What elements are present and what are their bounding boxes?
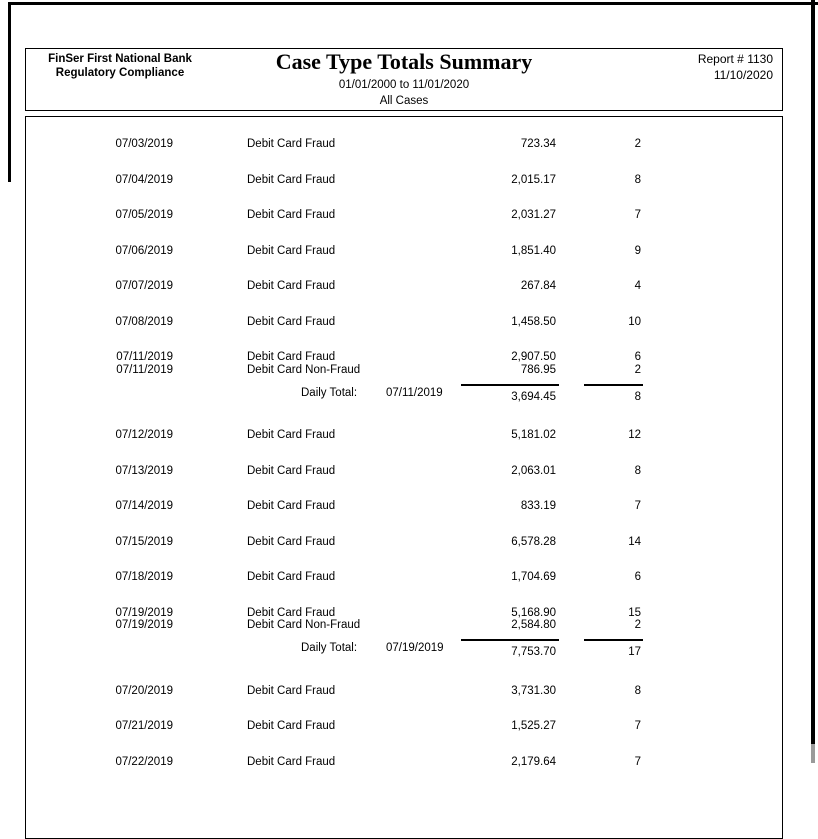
table-row	[26, 316, 782, 328]
row-amount: 1,458.50	[511, 315, 556, 328]
table-row	[26, 685, 782, 697]
row-case-type: Debit Card Fraud	[247, 535, 336, 548]
report-body	[25, 116, 783, 839]
row-amount: 1,525.27	[511, 720, 556, 732]
row-amount: 267.84	[520, 280, 556, 292]
report-run-date: 11/10/2020	[713, 67, 773, 82]
row-amount: 5,168.90	[511, 606, 556, 619]
row-amount: 2,584.80	[511, 619, 556, 631]
table-row	[26, 720, 782, 732]
daily-total-label: Daily Total:	[301, 642, 358, 654]
daily-total-amount: 7,753.70	[511, 646, 556, 658]
row-case-type: Debit Card Fraud	[247, 500, 336, 512]
row-date: 07/12/2019	[115, 429, 173, 441]
row-amount: 786.95	[520, 363, 556, 376]
row-amount: 1,704.69	[511, 571, 556, 583]
row-date: 07/11/2019	[116, 363, 173, 376]
row-count: 10	[628, 315, 641, 328]
daily-total-count: 17	[628, 646, 641, 658]
row-date: 07/06/2019	[115, 244, 173, 257]
row-amount: 2,907.50	[511, 351, 556, 363]
daily-total-row	[26, 384, 782, 404]
row-date: 07/15/2019	[115, 535, 173, 548]
table-row	[26, 280, 782, 292]
daily-total-amount: 3,694.45	[511, 390, 556, 403]
row-date: 07/11/2019	[116, 351, 173, 363]
table-row	[26, 364, 782, 376]
row-case-type: Debit Card Fraud	[247, 244, 336, 257]
table-row	[26, 607, 782, 619]
row-count: 2	[634, 363, 641, 376]
window-edge-right-grey	[811, 744, 815, 763]
row-count: 2	[634, 138, 641, 150]
row-case-type: Debit Card Fraud	[247, 138, 336, 150]
row-case-type: Debit Card Fraud	[247, 351, 336, 363]
report-number: Report # 1130	[697, 52, 773, 66]
row-date: 07/19/2019	[115, 606, 173, 619]
row-count: 8	[634, 173, 641, 186]
row-case-type: Debit Card Fraud	[247, 684, 336, 697]
row-count: 8	[634, 684, 641, 697]
row-case-type: Debit Card Fraud	[247, 755, 336, 768]
row-case-type: Debit Card Fraud	[247, 571, 336, 583]
row-amount: 723.34	[520, 138, 556, 150]
row-case-type: Debit Card Fraud	[247, 464, 336, 477]
row-case-type: Debit Card Fraud	[247, 280, 336, 292]
daily-total-count: 8	[634, 390, 641, 403]
row-count: 7	[634, 209, 641, 221]
total-rule-count	[584, 384, 643, 386]
report-meta-block	[698, 52, 773, 83]
daily-total-row	[26, 639, 782, 659]
table-row	[26, 351, 782, 363]
organization-name: FinSer First National Bank	[48, 53, 192, 65]
organization-department: Regulatory Compliance	[55, 67, 185, 79]
row-amount: 3,731.30	[511, 684, 556, 697]
row-amount: 5,181.02	[511, 429, 556, 441]
row-date: 07/20/2019	[115, 684, 173, 697]
row-date: 07/22/2019	[115, 755, 173, 768]
row-count: 4	[634, 280, 641, 292]
table-row	[26, 138, 782, 150]
row-date: 07/21/2019	[115, 720, 173, 732]
row-case-type: Debit Card Fraud	[247, 315, 336, 328]
row-case-type: Debit Card Fraud	[247, 209, 336, 221]
row-count: 6	[634, 571, 641, 583]
table-row	[26, 756, 782, 768]
row-date: 07/04/2019	[115, 173, 173, 186]
row-date: 07/05/2019	[115, 209, 173, 221]
row-case-type: Debit Card Non-Fraud	[247, 619, 361, 631]
row-case-type: Debit Card Fraud	[247, 606, 336, 619]
row-date: 07/08/2019	[115, 315, 173, 328]
row-count: 12	[628, 429, 641, 441]
table-row	[26, 209, 782, 221]
row-date: 07/13/2019	[115, 464, 173, 477]
row-case-type: Debit Card Fraud	[247, 429, 336, 441]
row-count: 2	[634, 619, 641, 631]
report-scope: All Cases	[379, 95, 429, 107]
row-count: 7	[634, 755, 641, 768]
row-case-type: Debit Card Fraud	[247, 173, 336, 186]
row-amount: 2,015.17	[511, 173, 556, 186]
table-row	[26, 619, 782, 631]
daily-total-label: Daily Total:	[301, 386, 358, 399]
row-date: 07/03/2019	[115, 138, 173, 150]
window-edge-right	[811, 0, 815, 744]
row-date: 07/14/2019	[115, 500, 173, 512]
window-edge-left	[8, 2, 11, 182]
total-rule-amount	[461, 639, 559, 641]
table-row	[26, 500, 782, 512]
row-count: 15	[628, 606, 641, 619]
table-row	[26, 571, 782, 583]
row-count: 9	[634, 244, 641, 257]
table-row	[26, 174, 782, 186]
row-amount: 833.19	[520, 500, 556, 512]
report-header	[25, 48, 783, 111]
row-count: 7	[634, 720, 641, 732]
table-row	[26, 465, 782, 477]
table-row	[26, 429, 782, 441]
row-case-type: Debit Card Fraud	[247, 720, 336, 732]
row-amount: 2,031.27	[511, 209, 556, 221]
daily-total-date: 07/11/2019	[386, 386, 443, 399]
report-date-range: 01/01/2000 to 11/01/2020	[338, 79, 470, 91]
row-amount: 1,851.40	[511, 244, 556, 257]
daily-total-date: 07/19/2019	[386, 642, 444, 654]
row-case-type: Debit Card Non-Fraud	[247, 363, 361, 376]
row-date: 07/18/2019	[115, 571, 173, 583]
row-amount: 6,578.28	[511, 535, 556, 548]
table-row	[26, 536, 782, 548]
row-amount: 2,063.01	[511, 464, 556, 477]
row-count: 8	[634, 464, 641, 477]
total-rule-count	[584, 639, 643, 641]
total-rule-amount	[461, 384, 559, 386]
row-date: 07/19/2019	[115, 619, 173, 631]
row-count: 6	[634, 351, 641, 363]
page-title: Case Type Totals Summary	[275, 49, 533, 74]
row-count: 14	[628, 535, 641, 548]
row-count: 7	[634, 500, 641, 512]
table-row	[26, 245, 782, 257]
row-date: 07/07/2019	[115, 280, 173, 292]
window-edge-top	[8, 2, 818, 5]
row-amount: 2,179.64	[511, 755, 556, 768]
